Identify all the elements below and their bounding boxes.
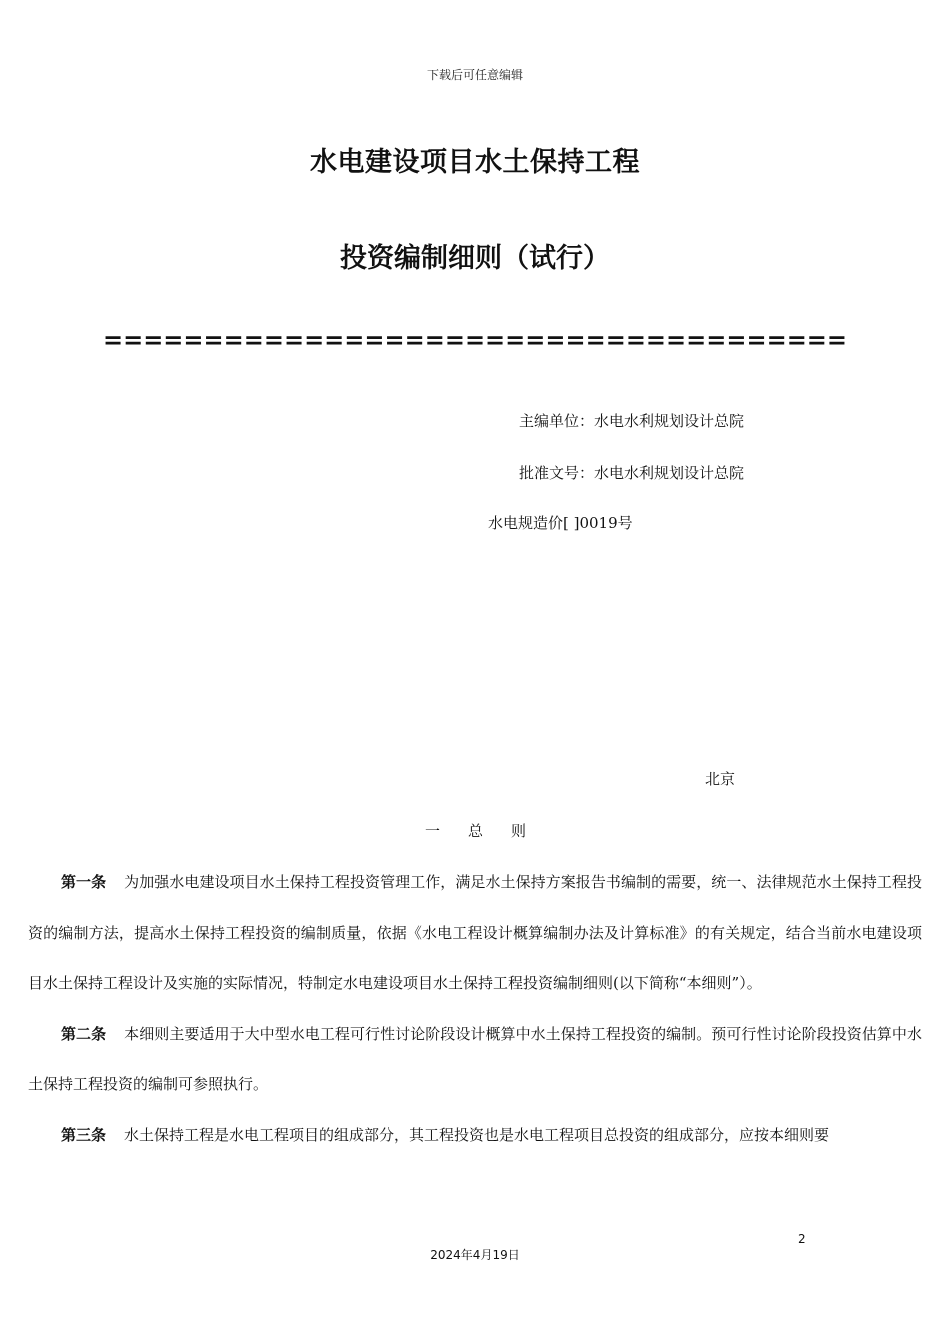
chapter-heading bbox=[425, 820, 526, 841]
article-label: 第三条 bbox=[61, 1125, 107, 1144]
title-divider: ===================================== bbox=[102, 326, 848, 354]
document-body bbox=[28, 857, 922, 1160]
article-label: 第二条 bbox=[61, 1024, 107, 1043]
chapter-title-part2: 则 bbox=[511, 822, 527, 840]
document-title-line2: 投资编制细则（试行） bbox=[340, 243, 610, 274]
document-title-line1: 水电建设项目水土保持工程 bbox=[310, 147, 640, 178]
page-number: 2 bbox=[798, 1232, 806, 1246]
chapter-number: 一 bbox=[425, 822, 441, 840]
header-note: 下载后可任意编辑 bbox=[426, 68, 523, 82]
article-3 bbox=[28, 1110, 922, 1161]
article-1 bbox=[28, 857, 922, 1009]
article-label: 第一条 bbox=[61, 873, 107, 891]
chapter-title-part1: 总 bbox=[468, 822, 484, 840]
publication-place: 北京 bbox=[705, 770, 736, 788]
article-2 bbox=[28, 1009, 922, 1110]
article-text: 为加强水电建设项目水土保持工程投资管理工作，满足水土保持方案报告书编制的需要，统一、法律规范水土保持工程投资的编制方法，提高水土保持工程投资的编制质量，依据《水电工程设计概算编制办法及计算标准》的有关规定，结合当前水电建设项目水土保持工程设计及实施的实际情况，特制定水电建设项目水土保持工程投资编制细则(以下简称“本细则”）。 bbox=[28, 873, 922, 992]
document-number: 水电规造价[ ]0019号 bbox=[488, 514, 633, 532]
article-text: 水土保持工程是水电工程项目的组成部分，其工程投资也是水电工程项目总投资的组成部分，应按本细则要 bbox=[124, 1125, 830, 1144]
editor-unit: 主编单位：水电水利规划设计总院 bbox=[519, 412, 745, 430]
article-text: 本细则主要适用于大中型水电工程可行性讨论阶段设计概算中水土保持工程投资的编制。预可行性讨论阶段投资估算中水土保持工程投资的编制可参照执行。 bbox=[28, 1024, 922, 1093]
footer-date: 2024年4月19日 bbox=[430, 1248, 520, 1262]
approval-document: 批准文号：水电水利规划设计总院 bbox=[519, 464, 745, 482]
